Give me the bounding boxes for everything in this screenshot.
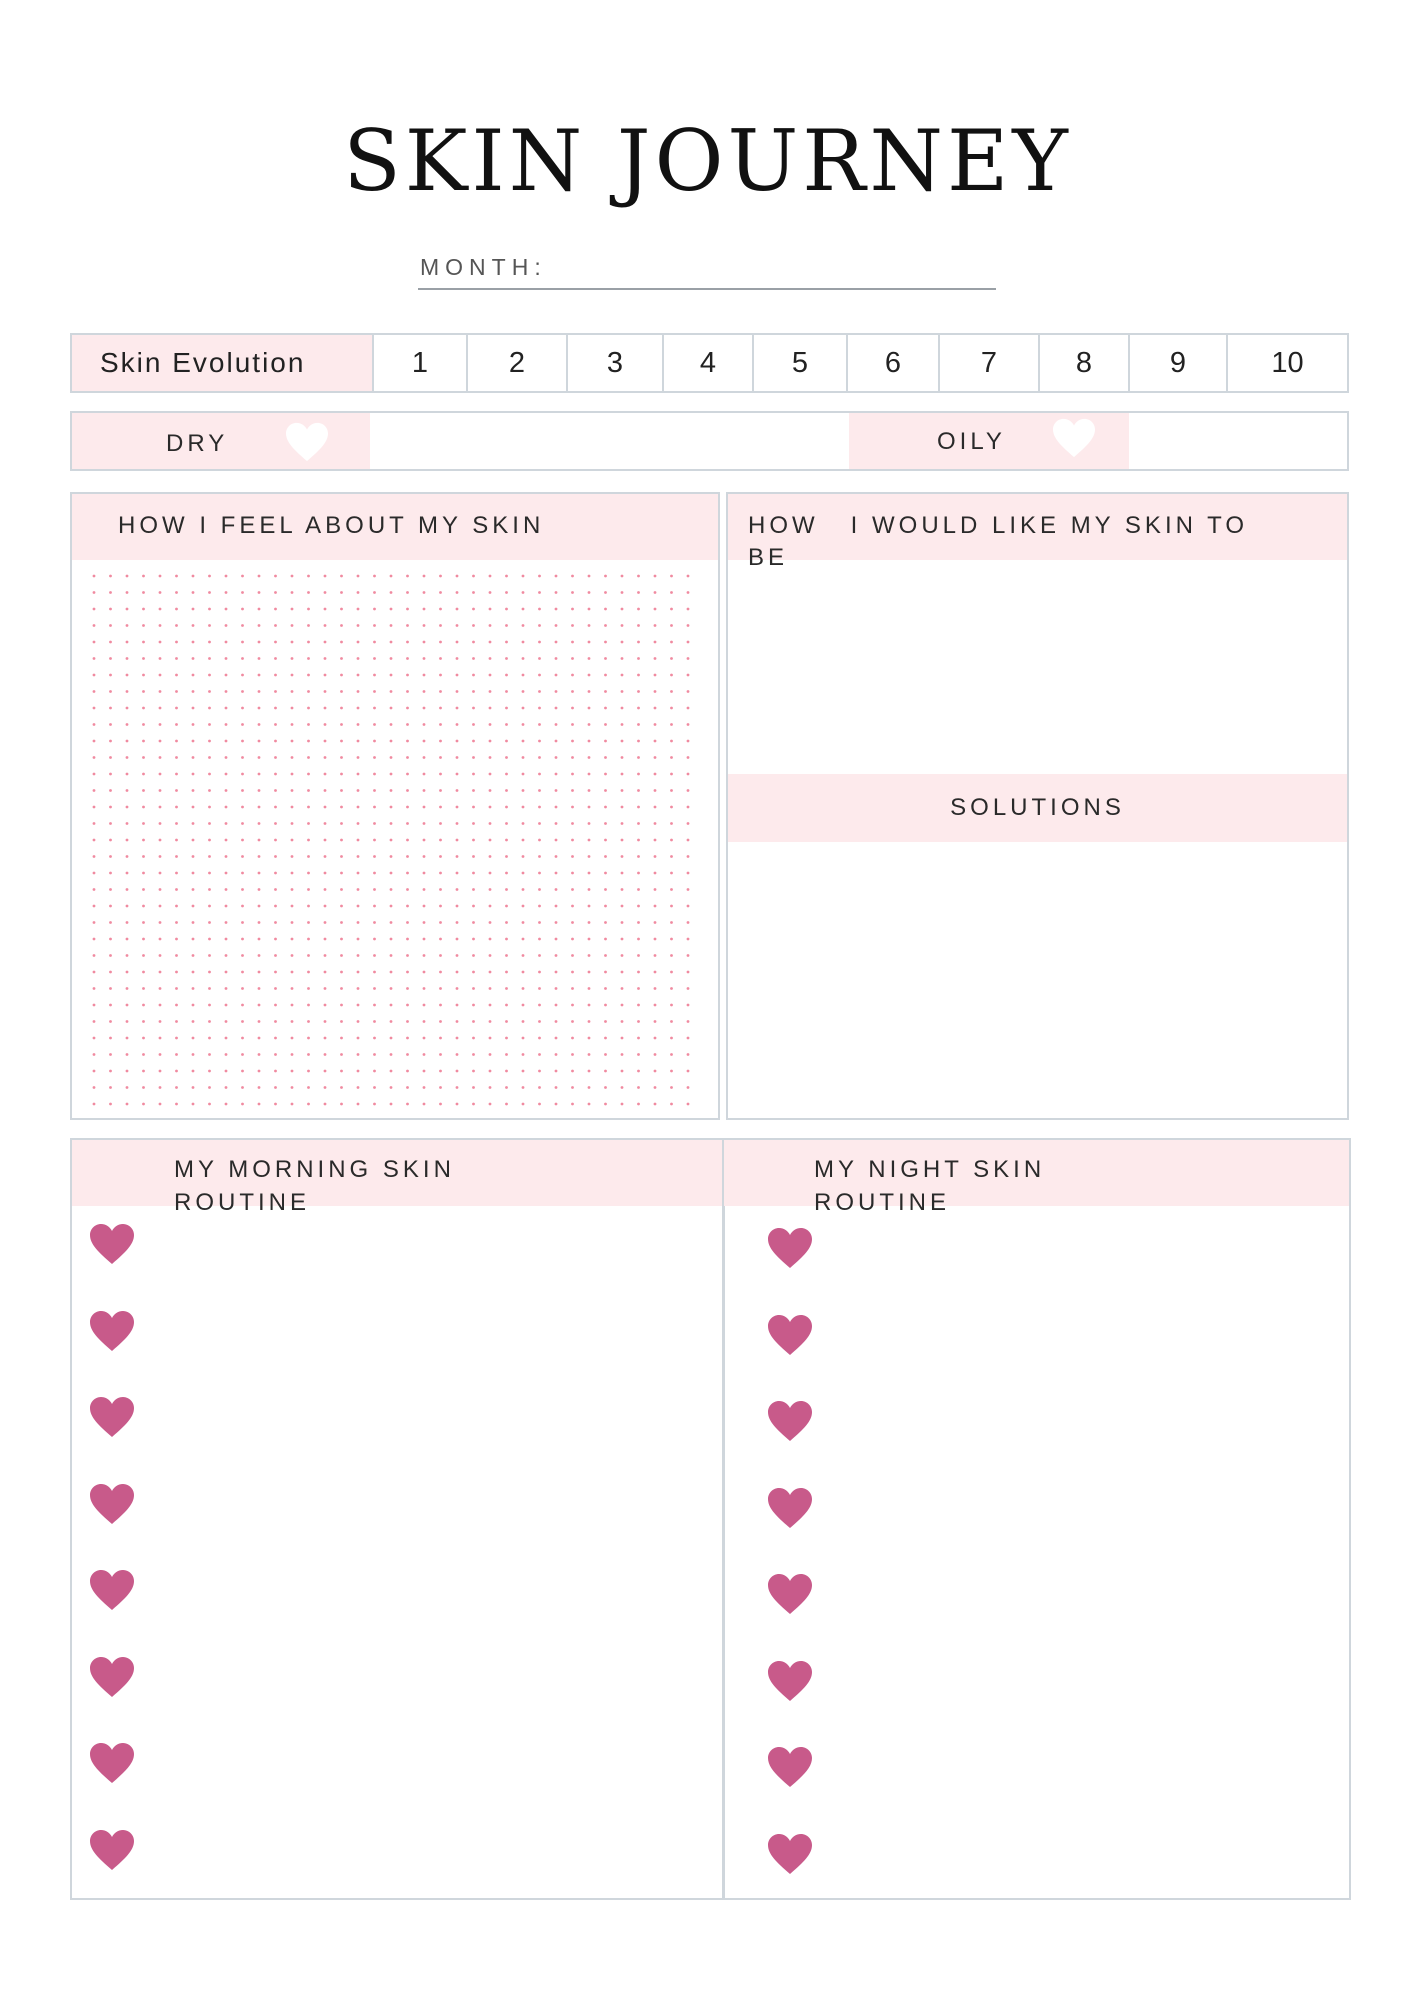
skin-type-row [70,411,1349,471]
skin-evolution-row [70,333,1349,393]
scale-10[interactable]: 10 [1226,335,1347,391]
heart-icon [284,421,330,463]
scale-4[interactable]: 4 [662,335,752,391]
heart-icon [766,1486,814,1530]
scale-9[interactable]: 9 [1128,335,1226,391]
morning-routine-title-line1: MY MORNING SKIN [174,1156,455,1183]
heart-icon [88,1222,136,1266]
like-section-title-line2: BE [748,544,789,571]
solutions-title: SOLUTIONS [950,794,1125,821]
solutions-header [728,774,1347,842]
scale-3[interactable]: 3 [566,335,662,391]
scale-7[interactable]: 7 [938,335,1038,391]
heart-icon [766,1832,814,1876]
scale-5[interactable]: 5 [752,335,846,391]
heart-icon [766,1572,814,1616]
dry-label: DRY [166,430,229,457]
night-routine-header [724,1140,1349,1216]
heart-icon [88,1309,136,1353]
heart-icon [766,1313,814,1357]
skin-evolution-label: Skin Evolution [72,335,372,391]
month-label: MONTH: [420,254,547,280]
heart-icon [766,1659,814,1703]
heart-icon [88,1395,136,1439]
like-section [726,492,1349,1120]
night-routine-title-line1: MY NIGHT SKIN [814,1156,1046,1183]
scale-8[interactable]: 8 [1038,335,1128,391]
oily-cell[interactable] [849,413,1129,469]
heart-icon [88,1828,136,1872]
feel-section-header [72,494,718,560]
heart-icon [88,1568,136,1612]
heart-icon [1051,417,1097,459]
scale-2[interactable]: 2 [466,335,566,391]
morning-routine-header [72,1140,723,1216]
dot-grid[interactable] [92,574,692,1114]
like-write-area[interactable] [748,574,1328,754]
heart-icon [88,1741,136,1785]
heart-icon [88,1482,136,1526]
heart-icon [766,1399,814,1443]
scale-1[interactable]: 1 [372,335,466,391]
dry-cell[interactable] [72,413,370,469]
morning-routine-title-line2: ROUTINE [174,1189,310,1216]
morning-routine-section [70,1138,725,1900]
feel-section [70,492,720,1120]
heart-icon [766,1226,814,1270]
night-routine-title-line2: ROUTINE [814,1189,950,1216]
page-title: SKIN JOURNEY [343,112,1072,210]
month-input-line[interactable] [418,288,996,290]
heart-icon [88,1655,136,1699]
oily-label: OILY [937,428,1006,455]
solutions-write-area[interactable] [748,854,1328,1104]
like-section-title-line1: HOW I WOULD LIKE MY SKIN TO [748,512,1249,539]
like-section-header [728,494,1347,571]
scale-6[interactable]: 6 [846,335,938,391]
night-routine-section [722,1138,1351,1900]
heart-icon [766,1745,814,1789]
feel-section-title: HOW I FEEL ABOUT MY SKIN [118,512,545,539]
